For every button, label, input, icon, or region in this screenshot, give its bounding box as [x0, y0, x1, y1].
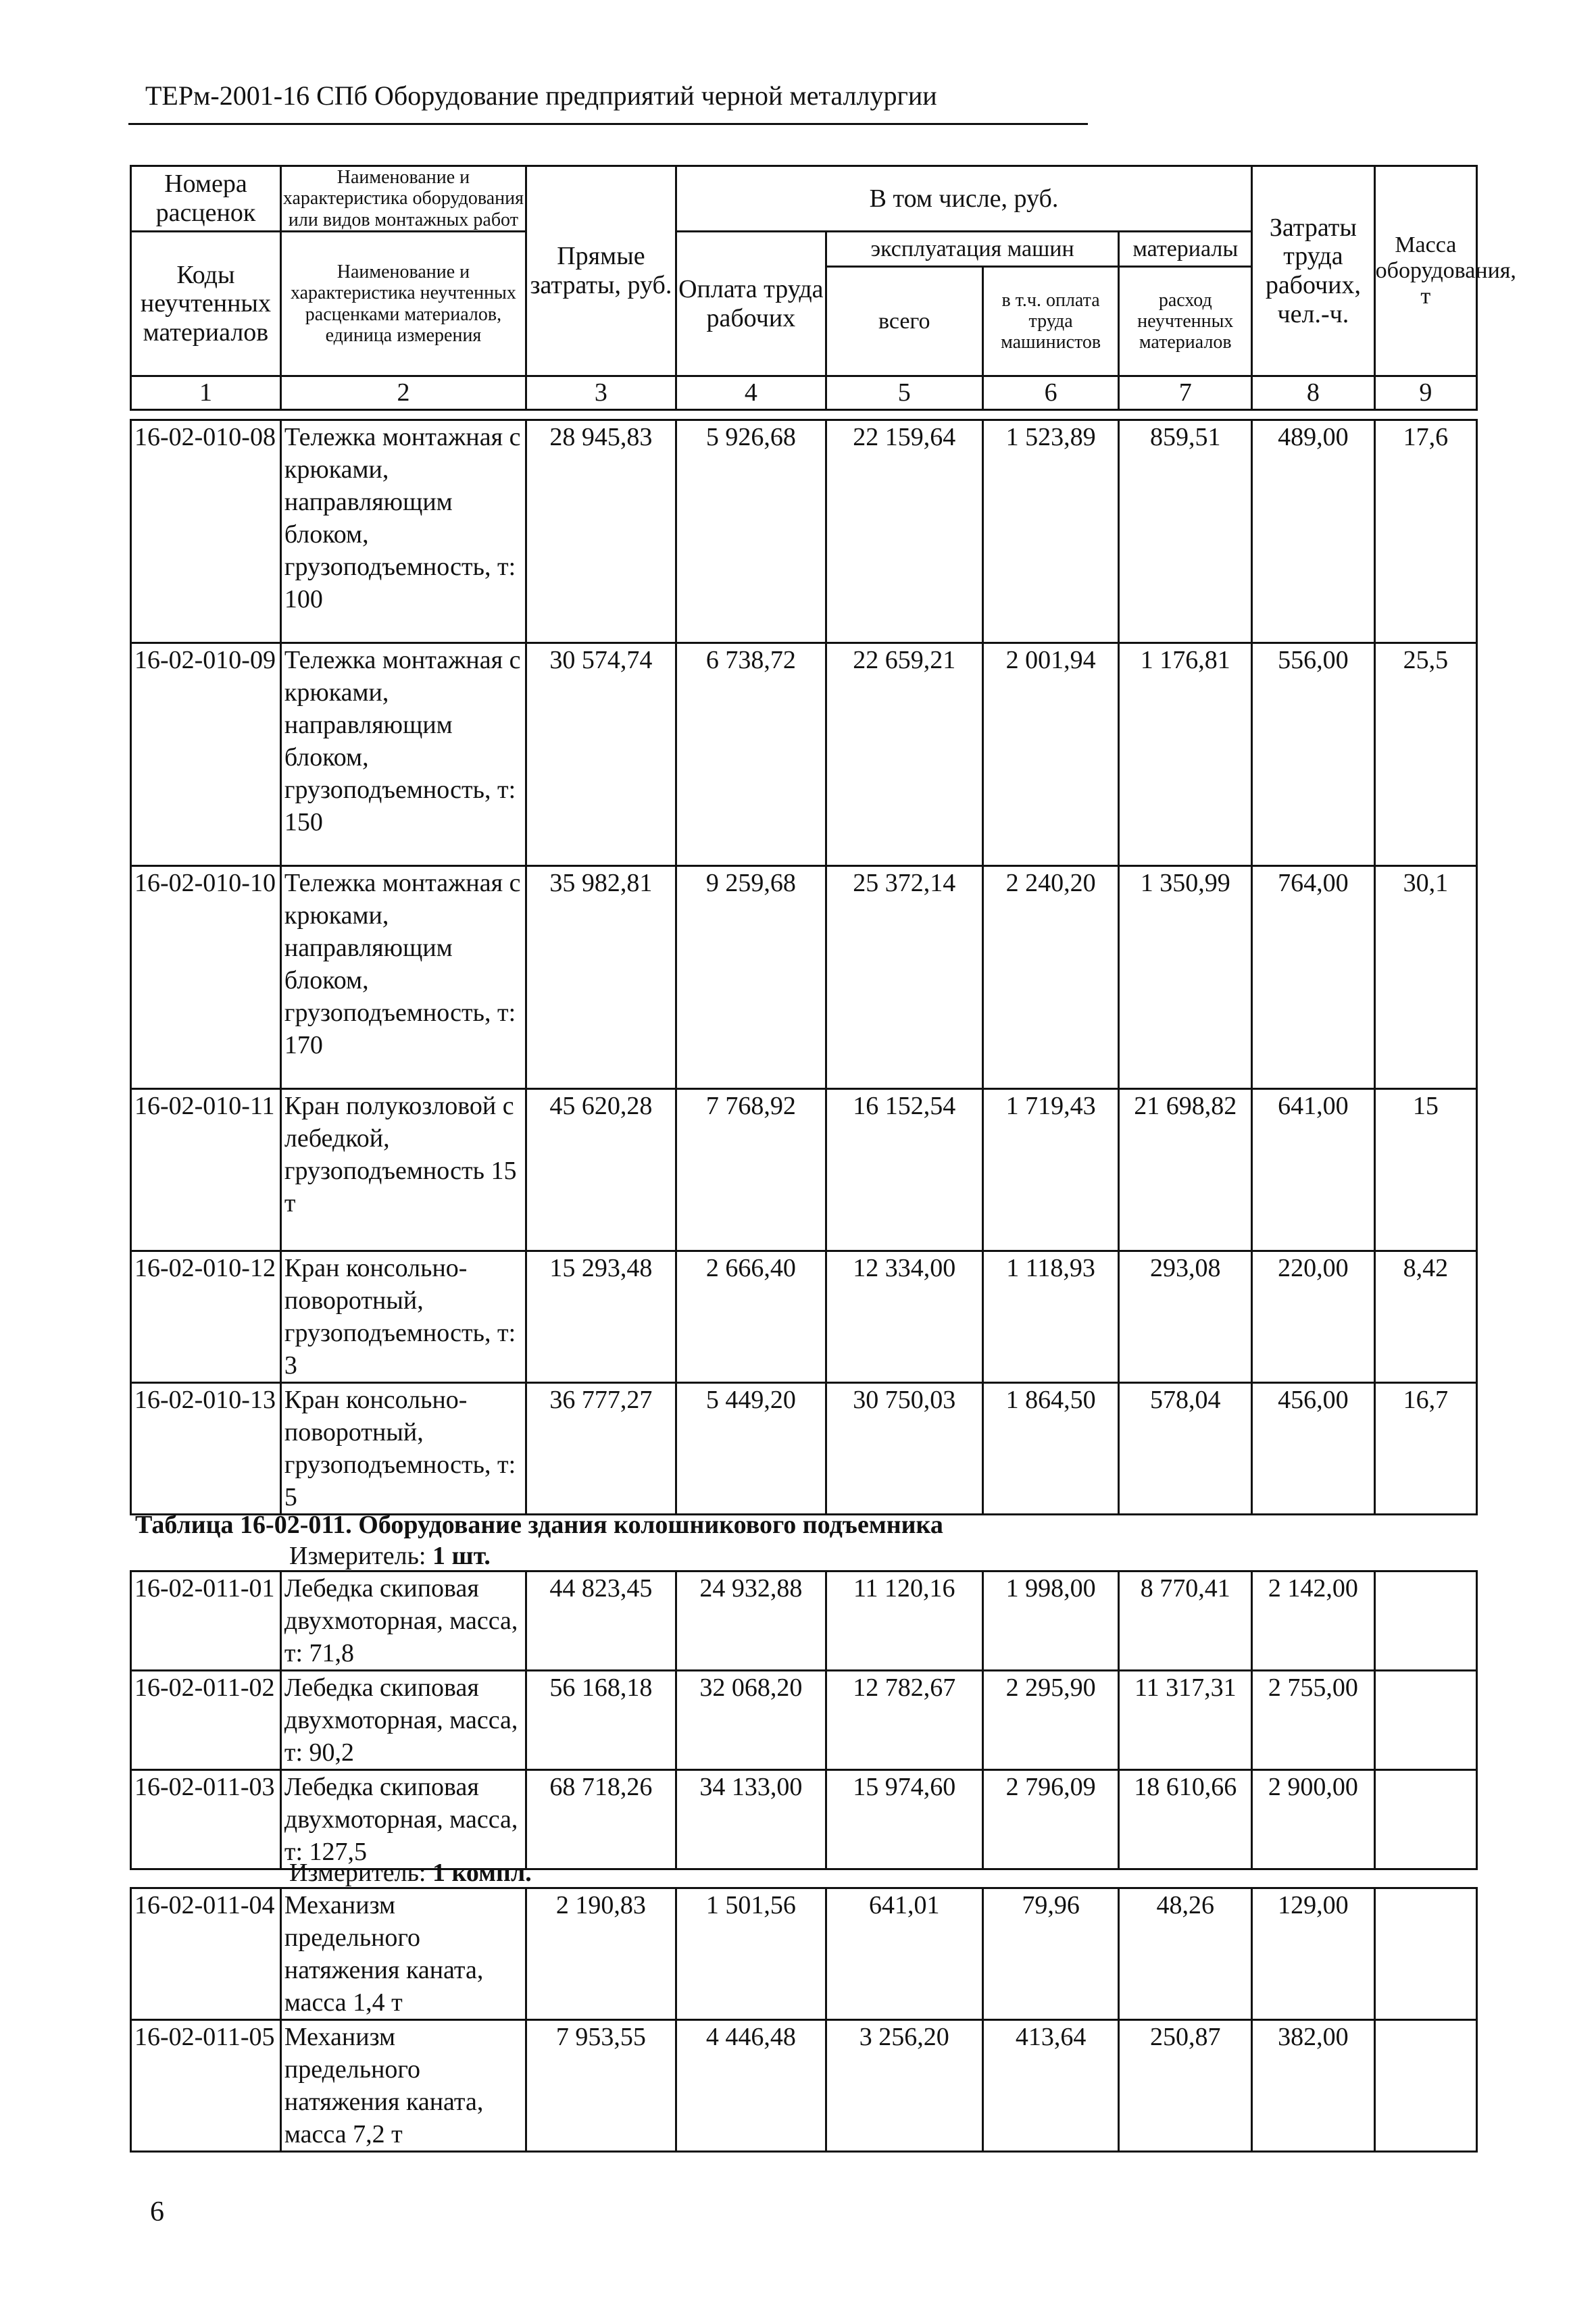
- materials-cost: 18 610,66: [1119, 1770, 1252, 1869]
- equipment-mass: [1374, 1671, 1476, 1770]
- rate-code: 16-02-011-01: [131, 1571, 281, 1671]
- column-number: 6: [982, 376, 1119, 410]
- materials-cost: 293,08: [1119, 1251, 1252, 1383]
- worker-pay: 9 259,68: [676, 866, 826, 1089]
- operator-pay: 79,96: [982, 1888, 1119, 2020]
- equipment-mass: 15: [1374, 1089, 1476, 1251]
- rate-code: 16-02-011-03: [131, 1770, 281, 1869]
- worker-pay: 4 446,48: [676, 2020, 826, 2152]
- machine-costs: 16 152,54: [826, 1089, 982, 1251]
- direct-costs: 30 574,74: [526, 643, 676, 866]
- rate-code: 16-02-010-12: [131, 1251, 281, 1383]
- equipment-mass: 16,7: [1374, 1383, 1476, 1515]
- machine-costs: 25 372,14: [826, 866, 982, 1089]
- labor-hours: 489,00: [1252, 420, 1375, 643]
- materials-cost: 859,51: [1119, 420, 1252, 643]
- page-header: ТЕРм-2001-16 СПб Оборудование предприятий черной металлургии: [145, 80, 937, 111]
- table-row: [131, 643, 1477, 866]
- operator-pay: 2 001,94: [982, 643, 1119, 866]
- header-material-names: Наименование и характеристика неучтенных расценками материалов, единица измерения: [280, 232, 526, 376]
- equipment-name: Механизм предельного натяжения каната, масса 7,2 т: [280, 2020, 526, 2152]
- labor-hours: 2 755,00: [1252, 1671, 1375, 1770]
- worker-pay: 6 738,72: [676, 643, 826, 866]
- worker-pay: 24 932,88: [676, 1571, 826, 1671]
- worker-pay: 5 926,68: [676, 420, 826, 643]
- page-number: 6: [150, 2196, 164, 2228]
- rate-code: 16-02-010-08: [131, 420, 281, 643]
- table-row: [131, 1383, 1477, 1515]
- machine-costs: 3 256,20: [826, 2020, 982, 2152]
- table-row: [131, 1571, 1477, 1671]
- equipment-name: Тележка монтажная с крюками, направляющим блоком, грузоподъемность, т: 100: [280, 420, 526, 643]
- machine-costs: 22 159,64: [826, 420, 982, 643]
- header-including: В том числе, руб.: [676, 166, 1251, 232]
- direct-costs: 35 982,81: [526, 866, 676, 1089]
- operator-pay: 2 796,09: [982, 1770, 1119, 1869]
- operator-pay: 1 719,43: [982, 1089, 1119, 1251]
- rate-code: 16-02-010-10: [131, 866, 281, 1089]
- column-header-table: [130, 165, 1516, 411]
- labor-hours: 382,00: [1252, 2020, 1375, 2152]
- direct-costs: 44 823,45: [526, 1571, 676, 1671]
- table-011-title: Таблица 16-02-011. Оборудование здания колошникового подъемника: [135, 1511, 943, 1539]
- worker-pay: 2 666,40: [676, 1251, 826, 1383]
- rate-code: 16-02-011-04: [131, 1888, 281, 2020]
- direct-costs: 2 190,83: [526, 1888, 676, 2020]
- equipment-mass: [1374, 1770, 1476, 1869]
- labor-hours: 556,00: [1252, 643, 1375, 866]
- column-number: 2: [280, 376, 526, 410]
- materials-cost: 250,87: [1119, 2020, 1252, 2152]
- header-unaccounted-materials: расход неучтенных материалов: [1119, 267, 1252, 376]
- worker-pay: 5 449,20: [676, 1383, 826, 1515]
- equipment-name: Кран консольно-поворотный, грузоподъемность, т: 3: [280, 1251, 526, 1383]
- machine-costs: 30 750,03: [826, 1383, 982, 1515]
- table-row: [131, 1888, 1477, 2020]
- operator-pay: 1 998,00: [982, 1571, 1119, 1671]
- table-011-part-1: [130, 1570, 1478, 1870]
- measure-unit-1: Измеритель: 1 шт.: [289, 1542, 491, 1570]
- table-row: [131, 1671, 1477, 1770]
- rate-code: 16-02-010-11: [131, 1089, 281, 1251]
- column-number: 1: [131, 376, 281, 410]
- materials-cost: 21 698,82: [1119, 1089, 1252, 1251]
- machine-costs: 22 659,21: [826, 643, 982, 866]
- table-row: [131, 1770, 1477, 1869]
- materials-cost: 1 350,99: [1119, 866, 1252, 1089]
- equipment-mass: [1374, 1888, 1476, 2020]
- header-machines-total: всего: [826, 267, 982, 376]
- operator-pay: 1 523,89: [982, 420, 1119, 643]
- machine-costs: 12 782,67: [826, 1671, 982, 1770]
- table-row: [131, 1251, 1477, 1383]
- worker-pay: 32 068,20: [676, 1671, 826, 1770]
- equipment-name: Лебедка скиповая двухмоторная, масса, т: 127,5: [280, 1770, 526, 1869]
- header-operator-pay: в т.ч. оплата труда машинистов: [982, 267, 1119, 376]
- rate-code: 16-02-010-09: [131, 643, 281, 866]
- table-row: [131, 1089, 1477, 1251]
- materials-cost: 578,04: [1119, 1383, 1252, 1515]
- header-mass: Масса оборудования, т: [1374, 166, 1476, 376]
- direct-costs: 28 945,83: [526, 420, 676, 643]
- table-row: [131, 866, 1477, 1089]
- labor-hours: 2 900,00: [1252, 1770, 1375, 1869]
- header-name: Наименование и характеристика оборудования или видов монтажных работ: [280, 166, 526, 232]
- rate-code: 16-02-010-13: [131, 1383, 281, 1515]
- equipment-mass: 30,1: [1374, 866, 1476, 1089]
- table-row: [131, 2020, 1477, 2152]
- labor-hours: 764,00: [1252, 866, 1375, 1089]
- equipment-name: Кран консольно-поворотный, грузоподъемность, т: 5: [280, 1383, 526, 1515]
- operator-pay: 1 118,93: [982, 1251, 1119, 1383]
- direct-costs: 36 777,27: [526, 1383, 676, 1515]
- materials-cost: 48,26: [1119, 1888, 1252, 2020]
- direct-costs: 68 718,26: [526, 1770, 676, 1869]
- column-number: 3: [526, 376, 676, 410]
- table-row: [131, 420, 1477, 643]
- rate-code: 16-02-011-05: [131, 2020, 281, 2152]
- rate-code: 16-02-011-02: [131, 1671, 281, 1770]
- direct-costs: 7 953,55: [526, 2020, 676, 2152]
- equipment-mass: 25,5: [1374, 643, 1476, 866]
- equipment-name: Кран полукозловой с лебедкой, грузоподъемность 15 т: [280, 1089, 526, 1251]
- direct-costs: 15 293,48: [526, 1251, 676, 1383]
- worker-pay: 34 133,00: [676, 1770, 826, 1869]
- operator-pay: 1 864,50: [982, 1383, 1119, 1515]
- labor-hours: 220,00: [1252, 1251, 1375, 1383]
- worker-pay: 7 768,92: [676, 1089, 826, 1251]
- equipment-name: Лебедка скиповая двухмоторная, масса, т: 90,2: [280, 1671, 526, 1770]
- header-worker-pay: Оплата труда рабочих: [676, 232, 826, 376]
- column-number: 5: [826, 376, 982, 410]
- column-number: 4: [676, 376, 826, 410]
- machine-costs: 15 974,60: [826, 1770, 982, 1869]
- operator-pay: 2 295,90: [982, 1671, 1119, 1770]
- materials-cost: 8 770,41: [1119, 1571, 1252, 1671]
- header-material-codes: Коды неучтенных материалов: [131, 232, 281, 376]
- equipment-mass: [1374, 2020, 1476, 2152]
- machine-costs: 11 120,16: [826, 1571, 982, 1671]
- table-011-part-2: [130, 1887, 1478, 2153]
- header-machine-operation: эксплуатация машин: [826, 232, 1119, 267]
- equipment-name: Лебедка скиповая двухмоторная, масса, т: 71,8: [280, 1571, 526, 1671]
- equipment-mass: [1374, 1571, 1476, 1671]
- labor-hours: 2 142,00: [1252, 1571, 1375, 1671]
- labor-hours: 641,00: [1252, 1089, 1375, 1251]
- materials-cost: 11 317,31: [1119, 1671, 1252, 1770]
- equipment-mass: 8,42: [1374, 1251, 1476, 1383]
- header-rule: [128, 123, 1088, 125]
- table-010: [130, 419, 1478, 1515]
- operator-pay: 413,64: [982, 2020, 1119, 2152]
- column-number: 8: [1252, 376, 1375, 410]
- header-direct-costs: Прямые затраты, руб.: [526, 166, 676, 376]
- header-labor-hours: Затраты труда рабочих, чел.-ч.: [1252, 166, 1375, 376]
- direct-costs: 56 168,18: [526, 1671, 676, 1770]
- measure-unit-2: Измеритель: 1 компл.: [289, 1859, 532, 1887]
- equipment-name: Тележка монтажная с крюками, направляющим блоком, грузоподъемность, т: 150: [280, 643, 526, 866]
- machine-costs: 12 334,00: [826, 1251, 982, 1383]
- direct-costs: 45 620,28: [526, 1089, 676, 1251]
- labor-hours: 456,00: [1252, 1383, 1375, 1515]
- machine-costs: 641,01: [826, 1888, 982, 2020]
- column-number: 7: [1119, 376, 1252, 410]
- materials-cost: 1 176,81: [1119, 643, 1252, 866]
- header-materials: материалы: [1119, 232, 1252, 267]
- worker-pay: 1 501,56: [676, 1888, 826, 2020]
- equipment-mass: 17,6: [1374, 420, 1476, 643]
- equipment-name: Тележка монтажная с крюками, направляющим блоком, грузоподъемность, т: 170: [280, 866, 526, 1089]
- column-number: 9: [1374, 376, 1476, 410]
- header-codes: Номера расценок: [131, 166, 281, 232]
- equipment-name: Механизм предельного натяжения каната, масса 1,4 т: [280, 1888, 526, 2020]
- labor-hours: 129,00: [1252, 1888, 1375, 2020]
- operator-pay: 2 240,20: [982, 866, 1119, 1089]
